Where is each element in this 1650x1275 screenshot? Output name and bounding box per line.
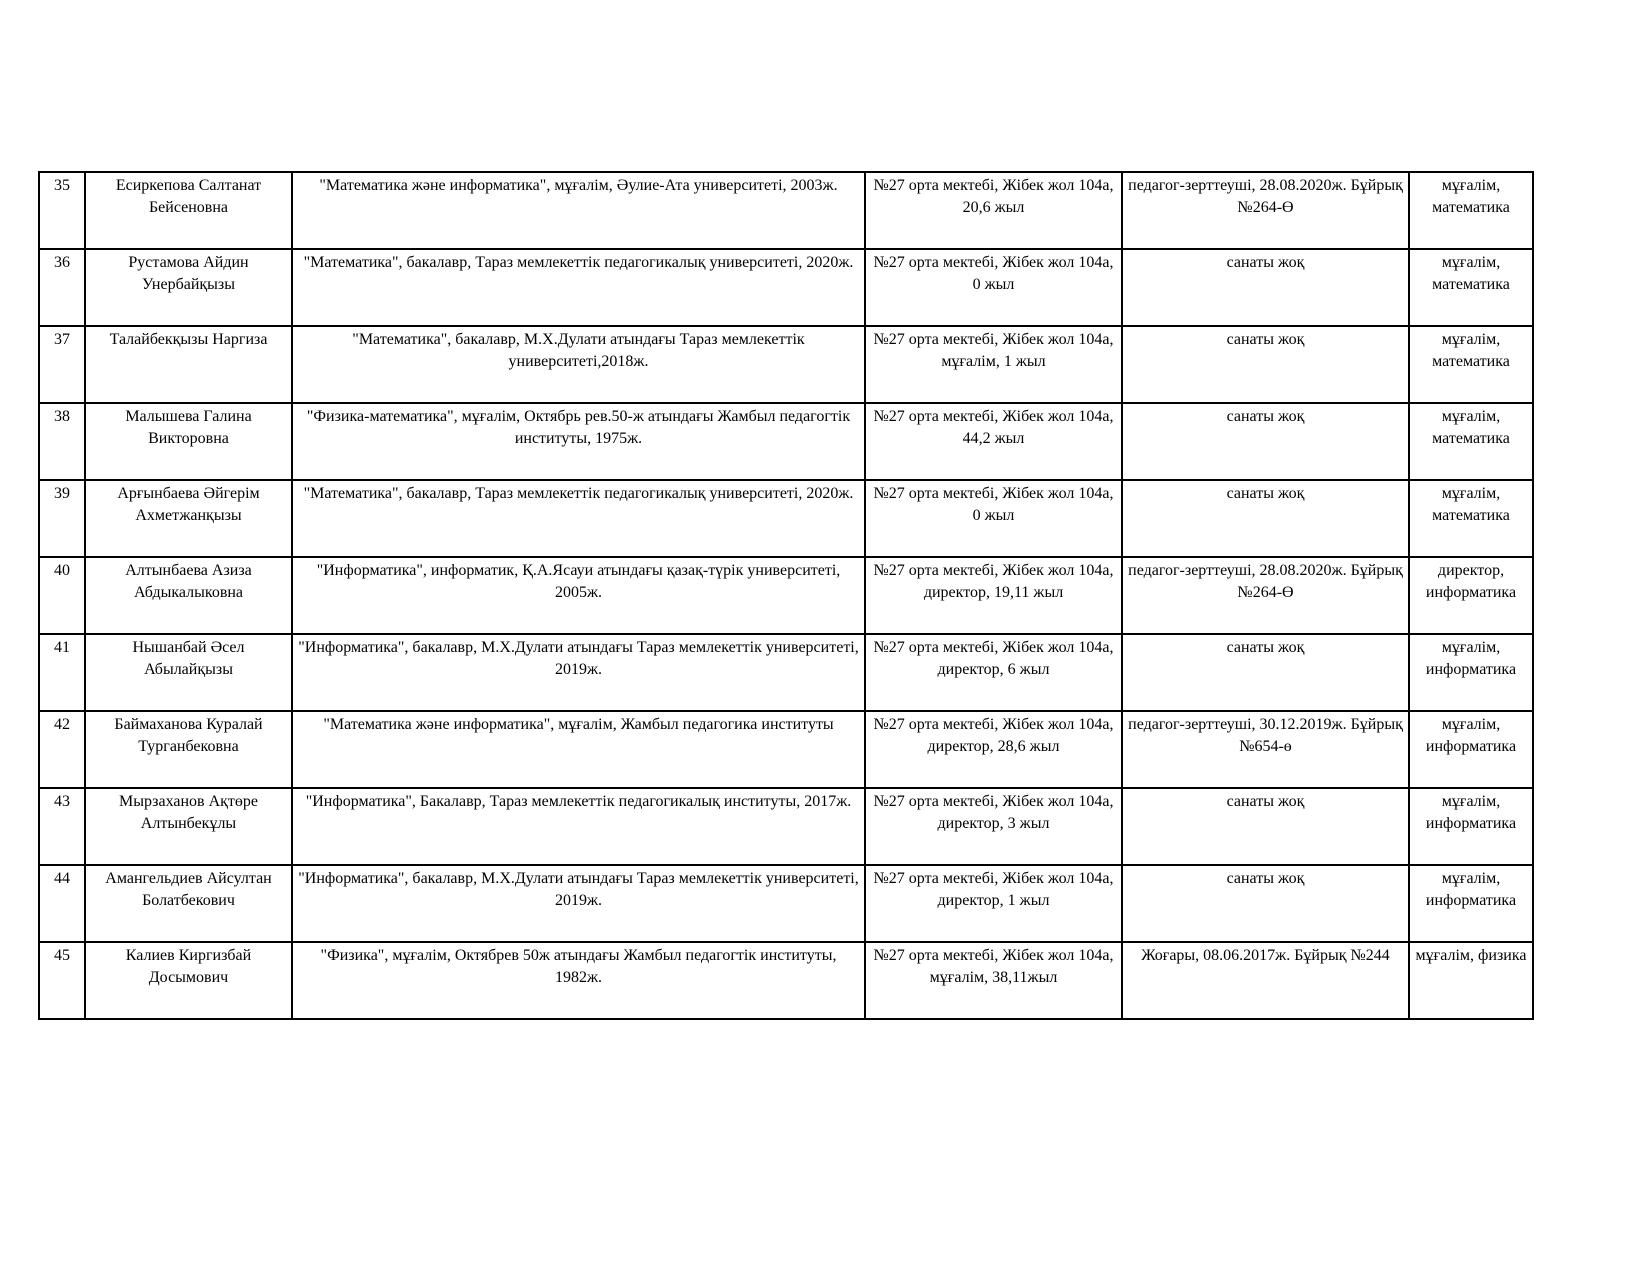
category-cell: санаты жоқ — [1122, 788, 1409, 865]
full-name-cell: Нышанбай Әсел Абылайқызы — [85, 634, 292, 711]
full-name-cell: Калиев Киргизбай Досымович — [85, 942, 292, 1019]
table-row — [39, 788, 1533, 865]
table-row — [39, 326, 1533, 403]
table-row — [39, 634, 1533, 711]
position-cell: мұғалім, математика — [1409, 326, 1533, 403]
education-cell: "Информатика", бакалавр, М.Х.Дулати атындағы Тараз мемлекеттік университеті, 2019ж. — [292, 865, 865, 942]
position-cell: мұғалім, математика — [1409, 172, 1533, 249]
position-cell: мұғалім, математика — [1409, 403, 1533, 480]
education-cell: "Математика", бакалавр, Тараз мемлекеттік педагогикалық университеті, 2020ж. — [292, 480, 865, 557]
full-name-cell: Талайбекқызы Наргиза — [85, 326, 292, 403]
staff-table — [38, 171, 1534, 1020]
full-name-cell: Арғынбаева Әйгерім Ахметжанқызы — [85, 480, 292, 557]
table-row — [39, 942, 1533, 1019]
category-cell: педагог-зерттеуші, 28.08.2020ж. Бұйрық №264-Ө — [1122, 172, 1409, 249]
row-number-cell: 44 — [39, 865, 85, 942]
category-cell: педагог-зерттеуші, 30.12.2019ж. Бұйрық №654-ө — [1122, 711, 1409, 788]
position-cell: мұғалім, информатика — [1409, 788, 1533, 865]
table-row — [39, 403, 1533, 480]
table-row — [39, 249, 1533, 326]
education-cell: "Математика және информатика", мұғалім, Әулие-Ата университеті, 2003ж. — [292, 172, 865, 249]
workplace-cell: №27 орта мектебі, Жібек жол 104а, директор, 28,6 жыл — [865, 711, 1122, 788]
education-cell: "Информатика", Бакалавр, Тараз мемлекеттік педагогикалық институты, 2017ж. — [292, 788, 865, 865]
workplace-cell: №27 орта мектебі, Жібек жол 104а, 0 жыл — [865, 249, 1122, 326]
row-number-cell: 38 — [39, 403, 85, 480]
row-number-cell: 41 — [39, 634, 85, 711]
category-cell: Жоғары, 08.06.2017ж. Бұйрық №244 — [1122, 942, 1409, 1019]
category-cell: санаты жоқ — [1122, 326, 1409, 403]
row-number-cell: 37 — [39, 326, 85, 403]
table-row — [39, 865, 1533, 942]
workplace-cell: №27 орта мектебі, Жібек жол 104а, директор, 3 жыл — [865, 788, 1122, 865]
education-cell: "Математика", бакалавр, Тараз мемлекеттік педагогикалық университеті, 2020ж. — [292, 249, 865, 326]
position-cell: мұғалім, информатика — [1409, 634, 1533, 711]
workplace-cell: №27 орта мектебі, Жібек жол 104а, директор, 1 жыл — [865, 865, 1122, 942]
education-cell: "Математика", бакалавр, М.Х.Дулати атындағы Тараз мемлекеттік университеті,2018ж. — [292, 326, 865, 403]
table-row — [39, 480, 1533, 557]
workplace-cell: №27 орта мектебі, Жібек жол 104а, директор, 6 жыл — [865, 634, 1122, 711]
full-name-cell: Рустамова Айдин Унербайқызы — [85, 249, 292, 326]
row-number-cell: 45 — [39, 942, 85, 1019]
full-name-cell: Баймаханова Куралай Турганбековна — [85, 711, 292, 788]
row-number-cell: 39 — [39, 480, 85, 557]
full-name-cell: Есиркепова Салтанат Бейсеновна — [85, 172, 292, 249]
education-cell: "Физика-математика", мұғалім, Октябрь рев.50-ж атындағы Жамбыл педагогтік институты, 1975ж. — [292, 403, 865, 480]
category-cell: санаты жоқ — [1122, 480, 1409, 557]
position-cell: мұғалім, математика — [1409, 249, 1533, 326]
workplace-cell: №27 орта мектебі, Жібек жол 104а, мұғалім, 38,11жыл — [865, 942, 1122, 1019]
position-cell: мұғалім, математика — [1409, 480, 1533, 557]
table-row — [39, 711, 1533, 788]
full-name-cell: Мырзаханов Ақтөре Алтынбекұлы — [85, 788, 292, 865]
full-name-cell: Малышева Галина Викторовна — [85, 403, 292, 480]
row-number-cell: 35 — [39, 172, 85, 249]
full-name-cell: Алтынбаева Азиза Абдыкалыковна — [85, 557, 292, 634]
position-cell: мұғалім, информатика — [1409, 865, 1533, 942]
table-row — [39, 172, 1533, 249]
position-cell: директор, информатика — [1409, 557, 1533, 634]
staff-table-body — [39, 172, 1533, 1019]
category-cell: санаты жоқ — [1122, 634, 1409, 711]
table-row — [39, 557, 1533, 634]
row-number-cell: 43 — [39, 788, 85, 865]
full-name-cell: Амангельдиев Айсултан Болатбекович — [85, 865, 292, 942]
education-cell: "Физика", мұғалім, Октябрев 50ж атындағы Жамбыл педагогтік институты, 1982ж. — [292, 942, 865, 1019]
row-number-cell: 36 — [39, 249, 85, 326]
workplace-cell: №27 орта мектебі, Жібек жол 104а, 20,6 жыл — [865, 172, 1122, 249]
row-number-cell: 42 — [39, 711, 85, 788]
category-cell: педагог-зерттеуші, 28.08.2020ж. Бұйрық №264-Ө — [1122, 557, 1409, 634]
workplace-cell: №27 орта мектебі, Жібек жол 104а, 44,2 жыл — [865, 403, 1122, 480]
position-cell: мұғалім, информатика — [1409, 711, 1533, 788]
row-number-cell: 40 — [39, 557, 85, 634]
position-cell: мұғалім, физика — [1409, 942, 1533, 1019]
education-cell: "Информатика", бакалавр, М.Х.Дулати атындағы Тараз мемлекеттік университеті, 2019ж. — [292, 634, 865, 711]
workplace-cell: №27 орта мектебі, Жібек жол 104а, 0 жыл — [865, 480, 1122, 557]
category-cell: санаты жоқ — [1122, 403, 1409, 480]
workplace-cell: №27 орта мектебі, Жібек жол 104а, мұғалім, 1 жыл — [865, 326, 1122, 403]
workplace-cell: №27 орта мектебі, Жібек жол 104а, директор, 19,11 жыл — [865, 557, 1122, 634]
category-cell: санаты жоқ — [1122, 249, 1409, 326]
education-cell: "Информатика", информатик, Қ.А.Ясауи атындағы қазақ-түрік университеті, 2005ж. — [292, 557, 865, 634]
category-cell: санаты жоқ — [1122, 865, 1409, 942]
education-cell: "Математика және информатика", мұғалім, Жамбыл педагогика институты — [292, 711, 865, 788]
